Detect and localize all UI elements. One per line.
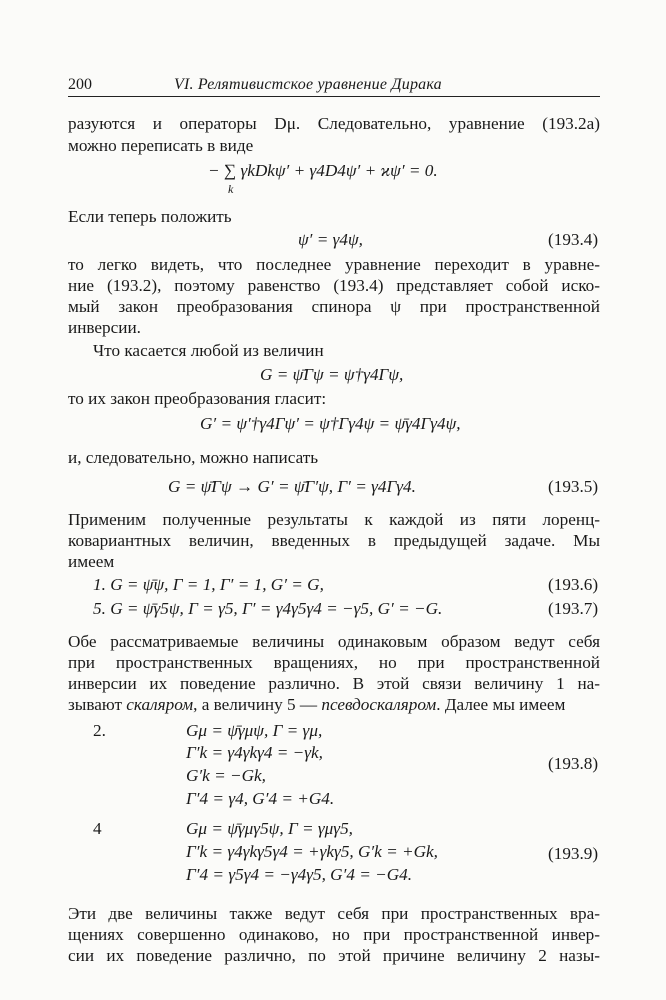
text-run: зывают <box>68 695 127 714</box>
text-line: сии их поведение различно, по этой причине величину 2 назы- <box>68 946 600 965</box>
equation-number: (193.4) <box>548 230 599 249</box>
text-line: и, следовательно, можно написать <box>68 448 319 467</box>
equation-number: (193.9) <box>548 844 599 863</box>
equation-number: (193.6) <box>548 575 599 594</box>
equation-line: Γ′4 = γ4, G′4 = +G4. <box>186 789 335 808</box>
term-pseudoscalar: псевдоскаляром <box>321 695 437 714</box>
equation-193-6: 1. G = ψ̄ψ, Γ = 1, Γ′ = 1, G′ = G, <box>93 575 324 594</box>
equation-193-7: 5. G = ψ̄γ5ψ, Γ = γ5, Γ′ = γ4γ5γ4 = −γ5, G′ = −G. <box>93 599 443 618</box>
equation-line: G′k = −Gk, <box>186 766 266 785</box>
text-line: Обе рассматриваемые величины одинаковым образом ведут себя <box>68 632 600 651</box>
text-line: разуются и операторы Dμ. Следовательно, уравнение (193.2a) <box>68 114 600 133</box>
text-run: , а величину 5 — <box>193 695 322 714</box>
text-line: Эти две величины также ведут себя при пространственных вра- <box>68 904 600 923</box>
equation-main: − ∑ γkDkψ′ + γ4D4ψ′ + ϰψ′ = 0. <box>208 161 438 180</box>
equation-G-prime: G′ = ψ′†γ4Γψ′ = ψ†Γγ4ψ = ψ̄γ4Γγ4ψ, <box>200 414 461 433</box>
text-line: мый закон преобразования спинора ψ при пространственной <box>68 297 600 316</box>
page-number: 200 <box>68 76 92 93</box>
equation-line: Gμ = ψ̄γμψ, Γ = γμ, <box>186 721 323 740</box>
text-line: Применим полученные результаты к каждой из пяти лоренц- <box>68 510 600 529</box>
text-line: то легко видеть, что последнее уравнение переходит в уравне- <box>68 255 600 274</box>
equation-line: Gμ = ψ̄γμγ5ψ, Γ = γμγ5, <box>186 819 353 838</box>
text-line: можно переписать в виде <box>68 136 254 155</box>
text-line: Что касается любой из величин <box>93 341 324 360</box>
equation-193-4: ψ′ = γ4ψ, <box>298 230 363 249</box>
text-line: то их закон преобразования гласит: <box>68 389 327 408</box>
text-line: ние (193.2), поэтому равенство (193.4) представляет собой иско- <box>68 276 600 295</box>
text-line: Если теперь положить <box>68 207 232 226</box>
sum-index: k <box>228 182 234 196</box>
text-line <box>68 694 565 716</box>
page-header <box>68 74 600 96</box>
equation-193-5: G = ψ̄Γψ → G′ = ψ̄Γ′ψ, Γ′ = γ4Γγ4. <box>168 477 416 496</box>
equation-line: Γ′4 = γ5γ4 = −γ4γ5, G′4 = −G4. <box>186 865 413 884</box>
header-rule <box>68 96 600 97</box>
running-title: VI. Релятивистское уравнение Дирака <box>174 76 442 93</box>
case-label: 4 <box>93 819 102 838</box>
equation-number: (193.5) <box>548 477 599 496</box>
equation-line: Γ′k = γ4γkγ5γ4 = +γkγ5, G′k = +Gk, <box>186 842 438 861</box>
equation-number: (193.8) <box>548 754 599 773</box>
text-line: инверсии. <box>68 318 141 337</box>
text-line: инверсии их поведение различно. В этой связи величину 1 на- <box>68 674 600 693</box>
text-line: при пространственных вращениях, но при пространственной <box>68 653 600 672</box>
equation-number: (193.7) <box>548 599 599 618</box>
case-label: 2. <box>93 721 106 740</box>
text-line: имеем <box>68 552 115 571</box>
text-line: щениях совершенно одинаково, но при пространственной инвер- <box>68 925 600 944</box>
text-run: . Далее мы имеем <box>436 695 566 714</box>
text-line: ковариантных величин, введенных в предыдущей задаче. Мы <box>68 531 600 550</box>
equation-G: G = ψ̄Γψ = ψ†γ4Γψ, <box>260 365 404 384</box>
equation-line: Γ′k = γ4γkγ4 = −γk, <box>186 743 323 762</box>
term-scalar: скаляром <box>126 695 194 714</box>
